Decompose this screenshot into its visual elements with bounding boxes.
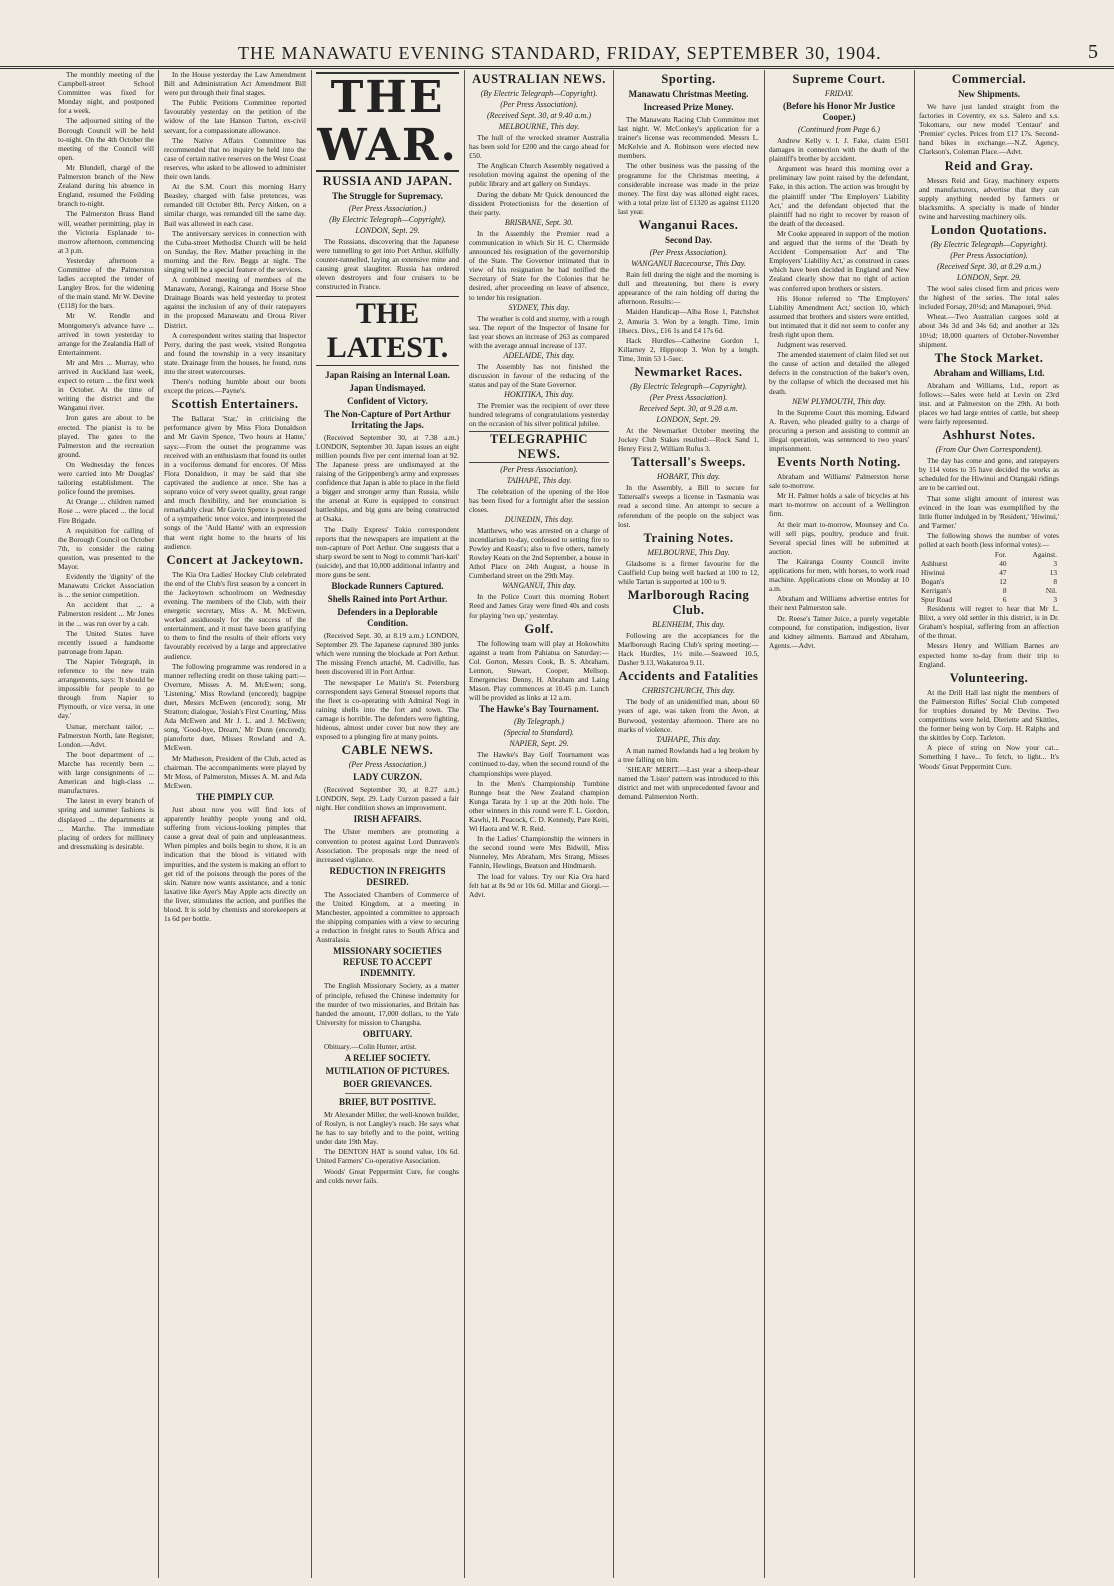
paragraph: Rain fell during the night and the morning is dull and threatening, but there is every appearance of the rain holding off during the afternoon. Results:—	[618, 270, 759, 307]
subhead: Confident of Victory.	[347, 395, 428, 406]
paragraph: Matthews, who was arrested on a charge of incendiarism to-day, confessed to setting fire to Powley and Keast's; also to five others, namely Rowley Keats on the 2nd September, a house in Athol Place on 24th August, a house in Cumberland street on the 29th May.	[469, 525, 609, 581]
paragraph: The day has come and gone, and ratepayers by 114 votes to 35 have decided the works as scheduled for the Hiwinui and Otangaki ridings are to be carried out.	[919, 456, 1059, 493]
paragraph: An accident that ... a Palmerston resident ... Mr Jones in the ... was run over by a cab.	[58, 600, 154, 628]
table-row	[919, 595, 1059, 604]
paragraph: Woods' Great Peppermint Cure, for coughs and colds never fails.	[316, 1166, 459, 1185]
subhead: REDUCTION IN FREIGHTS DESIRED.	[329, 865, 446, 887]
subhead: (Before his Honor Mr Justice Cooper.)	[783, 101, 895, 122]
headline-volunteering: Volunteering.	[949, 670, 1029, 685]
subhead: Japan Raising an Internal Loan.	[325, 369, 450, 380]
paragraph: At the S.M. Court this morning Harry Beasley, charged with false pretences, was remanded till October 8th. Percy Aitken, on a similar charge, was remanded till the same day. Bail was allowed in each case.	[164, 182, 306, 228]
subhead: OBITUARY.	[362, 1028, 413, 1039]
table-row	[919, 577, 1059, 586]
paragraph: The other business was the passing of the programme for the Christmas meeting, a considerable increase was made in the prize money. The first day was allotted eight races, with a total prize list of £1320 as against £1120 last year.	[618, 161, 759, 216]
subhead: A RELIEF SOCIETY.	[344, 1052, 431, 1063]
credit-line: (Per Press Association).	[500, 464, 578, 474]
column-2	[164, 70, 306, 1580]
paragraph: Mr and Mrs ... Murray, who arrived in Auckland last week, expect to return ... the first week in October. At the time of writing the district and the Wanganui river.	[58, 357, 154, 413]
subhead: Blockade Runners Captured.	[331, 581, 444, 592]
subhead: The Non-Capture of Port Arthur Irritating the Japs.	[324, 408, 451, 430]
paragraph: Wheat.—Two Australian cargoes sold at about 34s 3d and 34s 6d; and another at 32s 10½d; 18,000 quarters of October-November shipment.	[919, 312, 1059, 349]
paragraph: Obituary.—Colin Hunter, artist.	[324, 1041, 417, 1051]
table-cell: 47	[999, 568, 1007, 578]
paragraph: The Napier Telegraph, in reference to the new train arrangements, says: 'It should be impossible for people to go through from Napier to Plymouth, or vice versa, in one day.'	[58, 656, 154, 721]
paragraph: Dr. Reese's Tamer Juice, a purely vegetable compound, for constipation, indigestion, liver and kidney ailments. Barraud and Abraham, Agents.—Advt.	[769, 613, 909, 650]
table-cell: Ashhurst	[921, 559, 948, 569]
subhead: Second Day.	[664, 235, 712, 246]
paragraph: Usmar, merchant tailor, ... Palmerston North, late Register, London.—Advt.	[58, 721, 154, 749]
table-cell: 3	[1053, 559, 1057, 569]
paragraph: The weather is cold and stormy, with a rough sea. The report of the Inspector of Insane for last year shows an increase of 263 as compared with the average annual increase of 137.	[469, 313, 609, 350]
paragraph: The English Missionary Society, as a matter of principle, refused the Chinese indemnity for the murder of two missionaries, and Britain has handed the amount, 17,000 dollars, to the Yale University for mission to Changsha.	[316, 981, 459, 1027]
paragraph: The Ulster members are promoting a convention to protest against Lord Dunraven's Association. The proposals urge the need of increased vigilance.	[316, 827, 459, 864]
subhead: Increased Prize Money.	[643, 102, 734, 112]
column-divider	[464, 70, 465, 1578]
paragraph: At the Drill Hall last night the members of the Palmerston Rifles' Social Club competed for trophies donated by Mr Devine. Two competitions were held, Dieriette and Skittles, the former being won by Corp. H. Ralphs and the skittles by Corp. Tarleton.	[919, 687, 1059, 743]
newspaper-title: THE MANAWATU EVENING STANDARD, FRIDAY, SEPTEMBER 30, 1904.	[238, 43, 882, 63]
headline-ashhurst-notes: Ashhurst Notes.	[942, 428, 1036, 443]
table-cell: 3	[1053, 595, 1057, 605]
table-cell: 40	[999, 559, 1007, 569]
table-cell: Kerrigan's	[921, 586, 952, 596]
credit-line: (By Electric Telegraph—Copyright).	[630, 381, 747, 391]
column-divider	[613, 70, 614, 1578]
paragraph: In the Police Court this morning Robert Reed and James Gray were fined 40s and costs for playing 'two up,' yesterday.	[469, 592, 609, 620]
subhead: LADY CURZON.	[353, 772, 422, 783]
dateline: Received Sept. 30, at 9.28 a.m.	[639, 403, 738, 413]
paragraph: At Orange ... children named Rose ... were placed ... the local Fire Brigade.	[58, 497, 154, 525]
paragraph: The Hawke's Bay Golf Tournament was continued to-day, when the second round of the championships were played.	[469, 750, 609, 778]
paragraph: The load for values. Try our Kia Ora hard felt hat at 8s 9d or 10s 6d. Millar and Giorgi.—Advt.	[469, 871, 609, 899]
dateline: DUNEDIN, This day.	[504, 514, 574, 524]
dateline: LONDON, Sept. 29.	[656, 414, 721, 424]
headline-australian-news: AUSTRALIAN NEWS.	[472, 72, 606, 86]
paragraph: The United States have recently issued a handsome patronage from Japan.	[58, 628, 154, 656]
dateline: BRISBANE, Sept. 30.	[504, 217, 574, 227]
headline-supreme-court: Supreme Court.	[792, 72, 886, 86]
paragraph: The Assembly has not finished the discussion in favour of the reducing of the status and pay of the State Governor.	[469, 361, 609, 390]
headline-accidents: Accidents and Fatalities	[618, 669, 759, 684]
paragraph: Argument was heard this morning over a preliminary law point raised by the defendant, Fake, in this action. The action was brought by the plaintiff under 'The Employers' Liability Act,' and the defendant objected that the plaintiff had no right to recover by reason of the death of the deceased.	[769, 164, 909, 228]
paragraph: On Wednesday the fences were carried into Mr Douglas' tailoring establishment. The police found the premises.	[58, 459, 154, 497]
paragraph: Abraham and Williams, Ltd., report as follows:—Sales were held at Levin on 23rd inst. and at Palmerston on the 29th. At both places we had large entries of cattle, but sheep were fairly represented.	[919, 380, 1059, 427]
dateline: MELBOURNE, This day.	[498, 122, 580, 131]
column-7	[919, 70, 1059, 1580]
headline-scottish-entertainers: Scottish Entertainers.	[171, 397, 299, 412]
dateline: WANGANUI, This day.	[502, 581, 576, 591]
dateline: LONDON, Sept. 29.	[956, 273, 1022, 283]
paragraph: In the Assembly the Premier read a communication in which Sir H. C. Chermside announced his resignation of the governorship of the State. The Governor intimated that in view of his resignation he had notified the Secretary of State for the Colonies that he desired, after proceeding on leave of absence, to tender his resignation.	[469, 228, 609, 302]
dateline: TAIHAPE, This day.	[506, 475, 572, 485]
table-cell: Hiwinui	[921, 568, 945, 578]
paragraph: Andrew Kelly v. I. J. Fake, claim £501 damages in connection with the death of the plaintiff's brother by accident.	[769, 136, 909, 164]
paragraph: Yesterday afternoon a Committee of the Palmerston ladies accepted the tender of Langley Bros. for the widening of the main stand. Mr W. Devine (£118) for the bars.	[58, 255, 154, 311]
credit-line: (Per Press Association).	[950, 251, 1028, 261]
paragraph: The boot department of ... Marche has recently been ... with large consignments of ... American and high-class ... manufactures.	[58, 749, 154, 796]
paragraph: The latest in every branch of spring and summer fashions is displayed ... the departments at ... Marche. The immediate placing of orders for millinery and dressmaking is desirable.	[58, 796, 154, 851]
paragraph: The following programme was rendered in a manner reflecting credit on those taking part:—Overture, Misses A. M. McEwen; song, 'Listening,' Miss Rowland (encored); bagpipe duet, Messrs McEwen (encored); song, Mr Stratton; dialogue, 'Josiah's First Courting,' Miss Ada McEwen and Mr J. L. and J. McEwen; song, 'Good-bye, Dream,' Mr Dunn (encored); pianoforte duet, Misses Rowland and A. McEwen.	[164, 661, 306, 753]
headline-the-latest: THE LATEST.	[316, 296, 459, 366]
page-number: 5	[1088, 41, 1098, 63]
paragraph: At their mart to-morrow, Mounsey and Co. will sell pigs, poultry, produce and fruit. Several special lines will be submitted at auction.	[769, 519, 909, 556]
headline-golf: Golf.	[524, 621, 554, 636]
pimply-cup-advert	[164, 805, 306, 923]
headline-wanganui-races: Wanganui Races.	[638, 218, 739, 233]
paragraph: Mr Matheson, President of the Club, acted as chairman. The accompaniments were played by Mr Moss, of Palmerston, Misses A. M. and Ada McEwen.	[164, 753, 306, 790]
paragraph: Mr H. Palmer holds a sale of bicycles at his mart to-morrow on account of a Wellington firm.	[769, 491, 909, 519]
paragraph: The DENTON HAT is sound value, 10s 6d. United Farmers' Co-operative Association.	[316, 1147, 459, 1166]
column-divider	[158, 70, 159, 1578]
table-cell: Nil.	[1045, 586, 1057, 596]
paragraph: The Palmerston Brass Band will, weather permitting, play in the Victoria Esplanade to-morrow afternoon, commencing at 3 p.m.	[58, 209, 154, 255]
paragraph: Gladsome is a firmer favourite for the Caulfield Cup being well backed at 100 to 12, while Tartan is supported at 100 to 9.	[618, 558, 759, 586]
credit-line: (Per Press Association).	[649, 248, 728, 258]
table-cell: 13	[1049, 568, 1057, 578]
table-header: For.	[994, 550, 1007, 560]
paragraph: The following shows the number of votes polled at each booth (less informal votes):—	[919, 530, 1059, 549]
headline-tattersalls: Tattersall's Sweeps.	[631, 455, 746, 470]
subhead: BOER GRIEVANCES.	[343, 1078, 432, 1089]
paragraph: The Kia Ora Ladies' Hockey Club celebrated the end of the Club's first season by a concert in the Jackeytown schoolroom on Wednesday evening. The members of the Club, with their energetic secretary, Miss A. M. McEwen, worked assiduously for the success of the entertainment, and it must have been gratifying to them to find the results of their efforts very favourably received by a large and appreciative audience.	[164, 569, 306, 661]
paragraph: We have just landed straight from the factories in Coventry, ex s.s. Salero and s.s. Tokomaru, our new model 'Centaur' and 'Premier' cycles. Prices from £17 17s. Second-hand bikes in exchange.—N.Z. Agency, Clarkson's, Coleman Place.—Advt.	[919, 102, 1059, 157]
subhead: Manawatu Christmas Meeting.	[628, 89, 749, 99]
paragraph: A correspondent writes stating that Inspector Perry, during the past week, visited Rongotea and found the township in a very insanitary state. Drainage from the houses, he found, runs into the street watercourses.	[164, 330, 306, 376]
credit-line: (From Our Own Correspondent).	[935, 445, 1043, 455]
paragraph: At the Newmarket October meeting the Jockey Club Stakes resulted:—Rock Sand 1, Henry First 2, William Rufus 3.	[618, 425, 759, 454]
divider	[345, 1093, 431, 1094]
paragraph: That some slight amount of interest was evinced in the loan was exemplified by the little flutter indulged in by 'Resident,' 'Hiwinui,' and 'Farmer.'	[919, 493, 1059, 530]
subhead: IRISH AFFAIRS.	[353, 814, 422, 825]
subhead: MUTILATION OF PICTURES.	[325, 1065, 450, 1076]
dateline: LONDON, Sept. 29.	[355, 226, 420, 235]
paragraph: 'SHEAR' MERIT.—Last year a sheep-shear named the 'Lister' pattern was introduced to this district and met with unprecedented favour and demand. Palmerston North.	[618, 764, 759, 802]
paragraph: In the House yesterday the Law Amendment Bill and Administration Act Amendment Bill were put through their final stages.	[164, 70, 306, 98]
paragraph: The Manawatu Racing Club Committee met last night. W. McConkey's application for a trainer's license was recommended. Messrs L. McKelvie and A. Robinson were elected new members.	[618, 115, 759, 161]
credit-line: (By Electric Telegraph—Copyright).	[480, 89, 598, 98]
dateline: CHRISTCHURCH, This day.	[642, 686, 735, 696]
paragraph: The monthly meeting of the Campbell-street School Committee was fixed for Monday night, and postponed for a week.	[58, 70, 154, 116]
paragraph: A combined meeting of members of the Manawatu, Aorangi, Kairanga and Horse Shoe Drainage Boards was held yesterday to protest against the inclusion of any of their ratepayers in the proposed Manawatu and Oroua River District.	[164, 275, 306, 330]
credit-line: (By Telegraph.)	[514, 717, 564, 727]
headline-the-war: THE WAR.	[317, 72, 458, 171]
subhead: Shells Rained into Port Arthur.	[327, 594, 448, 605]
paragraph: Abraham and Williams' Palmerston horse sale to-morrow.	[769, 472, 909, 491]
concert-article	[164, 570, 306, 790]
headline-concert-jackeytown: Concert at Jackeytown.	[166, 552, 304, 567]
column-5	[618, 70, 759, 1580]
table-cell: Spur Road	[921, 595, 953, 605]
headline-newmarket-races: Newmarket Races.	[634, 364, 743, 379]
credit-line: (By Electric Telegraph—Copyright).	[329, 215, 446, 224]
paragraph: A piece of string on Now your cat... Something I have... To fetch, to light... It's Woods' Great Peppermint Cure.	[919, 743, 1059, 771]
paragraph: The Anglican Church Assembly negatived a resolution moving against the opening of the public library and art gallery on Sundays.	[469, 161, 609, 189]
subhead-russia-japan: RUSSIA AND JAPAN.	[322, 174, 453, 188]
column-6	[769, 70, 909, 1580]
dateline: ADELAIDE, This day.	[503, 350, 575, 360]
paragraph: Evidently the 'dignity' of the Manawatu Cricket Association is ... the senior competition.	[58, 572, 154, 600]
table-row	[919, 568, 1059, 577]
paragraph: In the Men's Championship Tumbine Runnge beat the New Zealand champion Kunga Tarata by 1 up at the 20th hole. The other winners in this round were F. L. Gordon, Kawhi, H. Peacock, C. D. Kennedy, Pare Keiti, Wi Haora and W. R. Reid.	[469, 778, 609, 834]
paragraph: The following team will play at Hokowhitu against a team from Pahiatua on Saturday:—Col. Gorton, Messrs Cook, B. S. Abraham, Lennon, Stewart, Cooper, Mellsop. Emergencies: Denny, H. Abraham and Laing Mason. Play commences at 10.45 p.m. Lunch will be provided as links at 12 a.m.	[469, 638, 609, 703]
paragraph: Mr W. Rendle and Montgomery's advance have ... arrived in town yesterday to arrange for the Zealandia Hall of Entertainment.	[58, 311, 154, 357]
headline-commercial: Commercial.	[951, 72, 1027, 86]
dateline: TAIHAPE, This day.	[656, 734, 721, 744]
paragraph: There's nothing humble about our boots except the prices.—Payne's.	[164, 377, 306, 396]
column-4	[469, 70, 609, 1580]
paragraph: Abraham and Williams advertise entries for their next Palmerston sale.	[769, 594, 909, 613]
table-cell: Bogan's	[921, 577, 945, 587]
subhead: The Hawke's Bay Tournament.	[479, 704, 599, 715]
paragraph: The celebration of the opening of the Hoe has been fixed for a fortnight after the session closes.	[469, 486, 609, 514]
headline-reid-gray: Reid and Gray.	[944, 158, 1034, 173]
paragraph: The adjourned sitting of the Borough Council will be held to-night. On the 4th October the meeting of the Council will open.	[58, 116, 154, 162]
column-1	[58, 70, 154, 1580]
paragraph: Judgment was reserved.	[777, 340, 847, 350]
subhead: Japan Undismayed.	[349, 382, 426, 393]
local-news-briefs	[164, 70, 306, 395]
subhead: Abraham and Williams, Ltd.	[933, 367, 1045, 378]
table-header: Against.	[1032, 550, 1057, 560]
column-divider	[764, 70, 765, 1578]
headline-training-notes: Training Notes.	[643, 530, 734, 545]
paragraph: The Associated Chambers of Commerce of the United Kingdom, at a meeting in Manchester, appointed a committee to approach the shipping companies with a view to securing a reduction in freight rates to South Africa and Australasia.	[316, 889, 459, 945]
table-cell: 8	[1053, 577, 1057, 587]
dateline: (Received Sept. 30, at 9.40 a.m.)	[487, 111, 591, 120]
table-header	[919, 550, 981, 559]
dateline: SYDNEY, This day.	[508, 302, 570, 312]
paragraph: The amended statement of claim filed set out the cause of action and detailed the alleged defects in the construction of the baker's oven, by the collapse of which the deceased met his death.	[769, 350, 909, 396]
headline-stock-market: The Stock Market.	[934, 350, 1044, 365]
paragraph: During the debate Mr Quick denounced the dissident Protectionists for the desertion of their party.	[469, 189, 609, 217]
paragraph: (Received September 30, at 7.38 a.m.) LONDON, September 30. Japan issues an eight million pounds five per cent internal loan at 92. The Japanese press are undismayed at the raising of the Grippenberg's army and expresses confidence that Japan is able to place in the field a bigger and stronger army than Russia, while the arsenal at Kure is equipped to construct battleships, and big guns are being constructed at Osaka.	[316, 432, 459, 524]
column-divider	[914, 70, 915, 1578]
headline-cable-news: CABLE NEWS.	[341, 743, 434, 758]
column-3	[316, 70, 459, 1580]
paragraph: Mr Blundell, chargé of the Palmerston branch of the New Zealand during his absence in England, resumed the Feilding branch to-night.	[58, 162, 154, 209]
subhead: MISSIONARY SOCIETIES REFUSE TO ACCEPT INDEMNITY.	[333, 946, 442, 979]
dateline: HOBART, This day.	[657, 472, 720, 482]
subhead: BRIEF, BUT POSITIVE.	[338, 1096, 437, 1107]
paragraph: The wool sales closed firm and prices were the highest of the series. The total sales included Forsay, 20½d; and Manapouri, 9¾d.	[919, 284, 1059, 312]
table-cell: 8	[1002, 586, 1007, 596]
column-divider	[311, 70, 312, 1578]
dateline: (Received Sept. 30, at 8.29 a.m.)	[937, 262, 1041, 272]
paragraph: In the Assembly, a Bill to secure for Tattersall's sweeps a license in Tasmania was read a second time. An attempt to secure a referendum of the people on the subject was lost.	[618, 483, 759, 529]
paragraph: Mr Alexander Miller, the well-known builder, of Roslyn, is not Langley's reach. He says what he has to say briefly and to the point, writing under date 19th May.	[316, 1109, 459, 1147]
paragraph: Maiden Handicap—Alba Rose 1, Patchshot 2, Amuria 3. Won by a length. Time, 1min 18secs. Divs., £16 1s and £4 17s 6d.	[618, 307, 759, 335]
headline-sporting: Sporting.	[661, 72, 716, 86]
table-row	[919, 559, 1059, 568]
paragraph: The Native Affairs Committee has recommended that no inquiry be held into the case of certain native reserves on the West Coast reserves, who asked to be allowed to administer their own lands.	[164, 135, 306, 182]
paragraph: The Ballarat 'Star,' in criticising the performance given by Miss Flora Donaldson and Mr Gavin Spence, 'Two hours at Hame,' says:—From the outset the programme was received with an enthusiasm that found its outlet in a vociferous demand for encores. Of Miss Flora Donaldson, it may be said that she captivated the audience at once. She has a soprano voice of very sweet quality, great range and much flexibility, and her enunciation is remarkably clear. Mr Gavin Spence is possessed of a sympathetic tenor voice, and interpreted the songs of the 'Auld Hame' with an expression that went right home to the hearts of his audience.	[164, 414, 306, 551]
paragraph: (Received Sept. 30, at 8.19 a.m.) LONDON, September 29. The Japanese captured 300 junks which were running the blockade at Port Arthur. The missing French attaché, M. Cadiville, has been discovered ill in Port Arthur.	[316, 631, 459, 677]
table-cell: 12	[999, 577, 1007, 587]
paragraph: The Daily Express' Tokio correspondent reports that the newspapers are impatient at the non-capture of Port Arthur. One suggests that a sharp sword be sent to Nogi to commit 'hari-kari' (suicide), and that 10,000 additional infantry and more guns be sent.	[316, 524, 459, 579]
subhead: New Shipments.	[957, 89, 1020, 99]
paragraph: The body of an unidentified man, about 60 years of age, was taken from the Avon, at Burwood, yesterday afternoon. There are no marks of violence.	[618, 697, 759, 734]
paragraph: The hull of the wrecked steamer Australia has been sold for £200 and the cargo ahead for £50.	[469, 133, 609, 161]
table-cell: 6	[1002, 595, 1007, 605]
dateline: NAPIER, Sept. 29.	[509, 739, 569, 749]
paragraph: His Honor referred to 'The Employers' Liability Amendment Act,' section 10, which assumed that brothers and sisters were entitled, but intimated that it did not seem to confer any fresh right upon them.	[769, 293, 909, 339]
credit-line: (Per Press Association.)	[348, 204, 427, 213]
paragraph: Messrs Reid and Gray, machinery experts and manufacturers, advertise that they can supply anything needed by farmers or blacksmiths. A specialty is made of binder twine and harvesting machinery oils.	[919, 175, 1059, 221]
dateline: HOKITIKA, This day.	[504, 390, 574, 400]
paragraph: A requisition for calling of the Borough Council on October 7th, to consider the rating question, was presented to the Mayor.	[58, 525, 154, 571]
credit-line: (Per Press Association).	[649, 392, 728, 402]
dateline: BLENHEIM, This day.	[652, 620, 725, 629]
headline-london-quotations: London Quotations.	[931, 223, 1047, 238]
paragraph: In the Ladies' Championship the winners in the second round were Mrs Bidwill, Miss Nunneley, Mrs Abraham, Mrs Strang, Misses Fannin, Hewlings, Beatson and Hindmarsh.	[469, 834, 609, 871]
scottish-entertainers-article	[164, 414, 306, 550]
paragraph: In the Supreme Court this morning, Edward A. Raven, who pleaded guilty to a charge of procuring a person and assisting to commit an illegal operation, was sentenced to two years' imprisonment.	[769, 407, 909, 453]
dateline: MELBOURNE, This Day.	[647, 547, 730, 557]
headline-events-noting: Events North Noting.	[777, 455, 901, 470]
credit-line: (By Electric Telegraph—Copyright).	[930, 240, 1048, 250]
credit-line: (Per Press Association).	[500, 100, 578, 109]
paragraph: The Russians, discovering that the Japanese were tunnelling to get into Port Arthur, skilfully counter-tunnelled, laying an extensive mine and causing great slaughter. Russia has ordered eleven destroyers and four cruisers to be constructed in France.	[316, 237, 459, 292]
credit-line: (Continued from Page 6.)	[798, 125, 880, 134]
paragraph: Residents will regret to hear that Mr L. Blixt, a very old settler in this district, is in Dr. Graham's hospital, suffering from an affection of the throat.	[919, 604, 1059, 641]
subhead: Defenders in a Deplorable Condition.	[337, 607, 438, 629]
paragraph: Messrs Henry and William Barnes are expected home to-day from their trip to England.	[919, 641, 1059, 669]
paragraph: Following are the acceptances for the Marlborough Racing Club's spring meeting:—Hack Hurdles, 1½ mile.—Seaweed 10.5, Dasher 9.13, Wakaturoa 9.11.	[618, 631, 759, 668]
masthead	[0, 0, 1114, 69]
dateline: FRIDAY.	[824, 89, 854, 98]
paragraph: The newspaper Le Matin's St. Petersburg correspondent says General Stoessel reports that the fleet is co-operating with Admiral Nogi in raining shells into the fort and town. The carnage is horrible. The defenders were fighting, hideous, almost under cover but now they are exposed to a plunging fire at many points.	[316, 677, 459, 742]
table-row	[919, 586, 1059, 595]
subhead-struggle: The Struggle for Supremacy.	[332, 191, 443, 201]
paragraph: The Public Petitions Committee reported favourably yesterday on the petition of the widow of the late Hanson Turton, ex-civil servant, for a compassionate allowance.	[164, 98, 306, 135]
paragraph: A man named Rowlands had a leg broken by a tree falling on him.	[618, 745, 759, 764]
paragraph: The anniversary services in connection with the Cuba-street Methodist Church will be held on Sunday, the Rev. Mather preaching in the morning and the Rev. Beggs at night. The singing will be a special feature of the services.	[164, 228, 306, 274]
paragraph: Hack Hurdles—Catherine Gordon 1, Killarney 2, Hippotop 3. Won by a length. Time, 3min 53 1-5sec.	[618, 335, 759, 363]
poll-table	[919, 550, 1059, 604]
paragraph: Iron gates are about to be erected. The pianist is to be played. The gates to the Palmerston and the recreation ground.	[58, 413, 154, 459]
paragraph: (Received September 30, at 8.27 a.m.) LONDON, Sept. 29. Lady Curzon passed a fair night. Her condition shows an improvement.	[316, 785, 459, 813]
headline-marlborough: Marlborough Racing Club.	[627, 588, 750, 617]
paragraph: Just about now you will find lots of apparently healthy people young and old, suffering from vicious-looking pimples that cause a great deal of pain and unpleasantness. When pimples and boils begin to show, it is an indication that the blood is vitiated with impurities, and the system is making an effort to get rid of the poisons through the pores of the skin. Nature now wants assistance, and a tonic laxative like Ayer's May Apple acts directly on the liver, stimulates the action, and purifies the blood. It is sold by chemists and storekeepers at 1s 6d per bottle.	[164, 804, 306, 924]
headline-telegraphic-news: TELEGRAPHIC NEWS.	[469, 431, 609, 463]
paragraph: Mr Cooke appeared in support of the motion and argued that the terms of the 'Death by Accident Compensation Act' and 'The Employers' Liability Act,' as construed in cases which have been decided in England and New Zealand clearly show that no right of action was conferred upon brothers or sisters.	[769, 228, 909, 293]
dateline: NEW PLYMOUTH, This day.	[792, 396, 886, 406]
dateline: WANGANUI Racecourse, This Day.	[631, 259, 746, 269]
credit-line: (Special to Standard).	[503, 728, 575, 738]
headline-pimply-cup: THE PIMPLY CUP.	[196, 791, 274, 802]
credit-line: (Per Press Association.)	[348, 760, 427, 770]
paragraph: The Kairanga County Council invite applications for men, with horses, to work road machine. Applications close on Monday at 10 a.m.	[769, 556, 909, 594]
paragraph: The Premier was the recipient of over three hundred telegrams of congratulations yesterday on the occasion of his silver political jubilee.	[469, 401, 609, 429]
